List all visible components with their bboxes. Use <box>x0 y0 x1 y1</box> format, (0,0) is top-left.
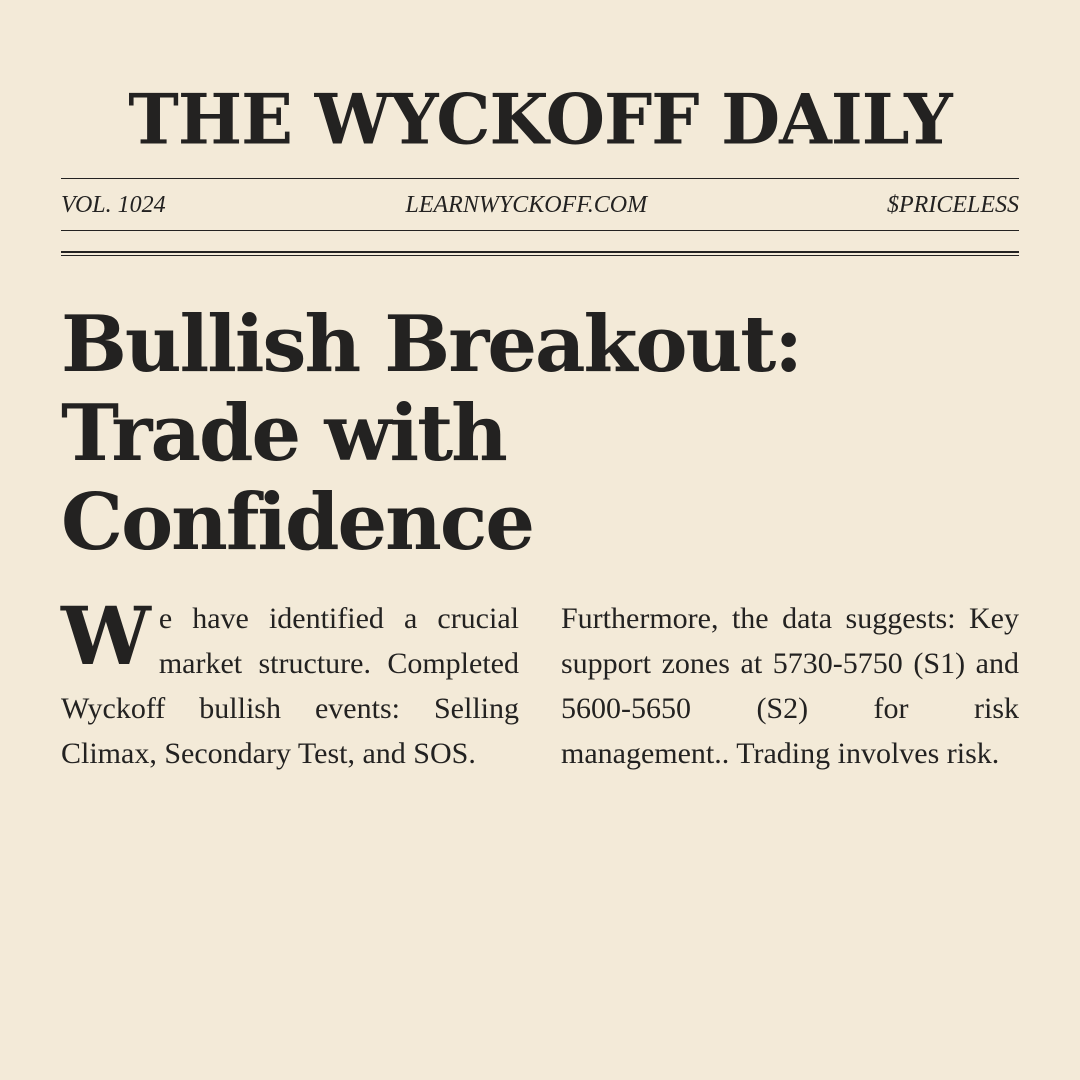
top-rule <box>61 178 1019 179</box>
drop-cap: W <box>61 589 149 683</box>
article-headline: Bullish Breakout: Trade with Confidence <box>61 299 802 568</box>
article-column-left <box>61 589 519 776</box>
middle-rule <box>61 230 1019 231</box>
masthead-title: THE WYCKOFF DAILY <box>128 79 952 161</box>
article-columns <box>61 589 1019 776</box>
site-label[interactable]: LEARNWYCKOFF.COM <box>405 191 648 218</box>
price-label: $PRICELESS <box>887 191 1019 218</box>
column-right-text: Furthermore, the data suggests: Key support zones at 5730-5750 (S1) and 5600-5650 (S2) for risk management.. Trading involves risk. <box>561 602 1019 770</box>
info-bar <box>61 187 1019 223</box>
double-rule-lower <box>61 255 1019 256</box>
double-rule-upper <box>61 251 1019 253</box>
column-left-text: e have identified a crucial market structure. Completed Wyckoff bullish events: Selling Climax, Secondary Test, and SOS. <box>61 602 519 770</box>
article-column-right <box>561 596 1019 776</box>
volume-label: VOL. 1024 <box>61 191 166 218</box>
